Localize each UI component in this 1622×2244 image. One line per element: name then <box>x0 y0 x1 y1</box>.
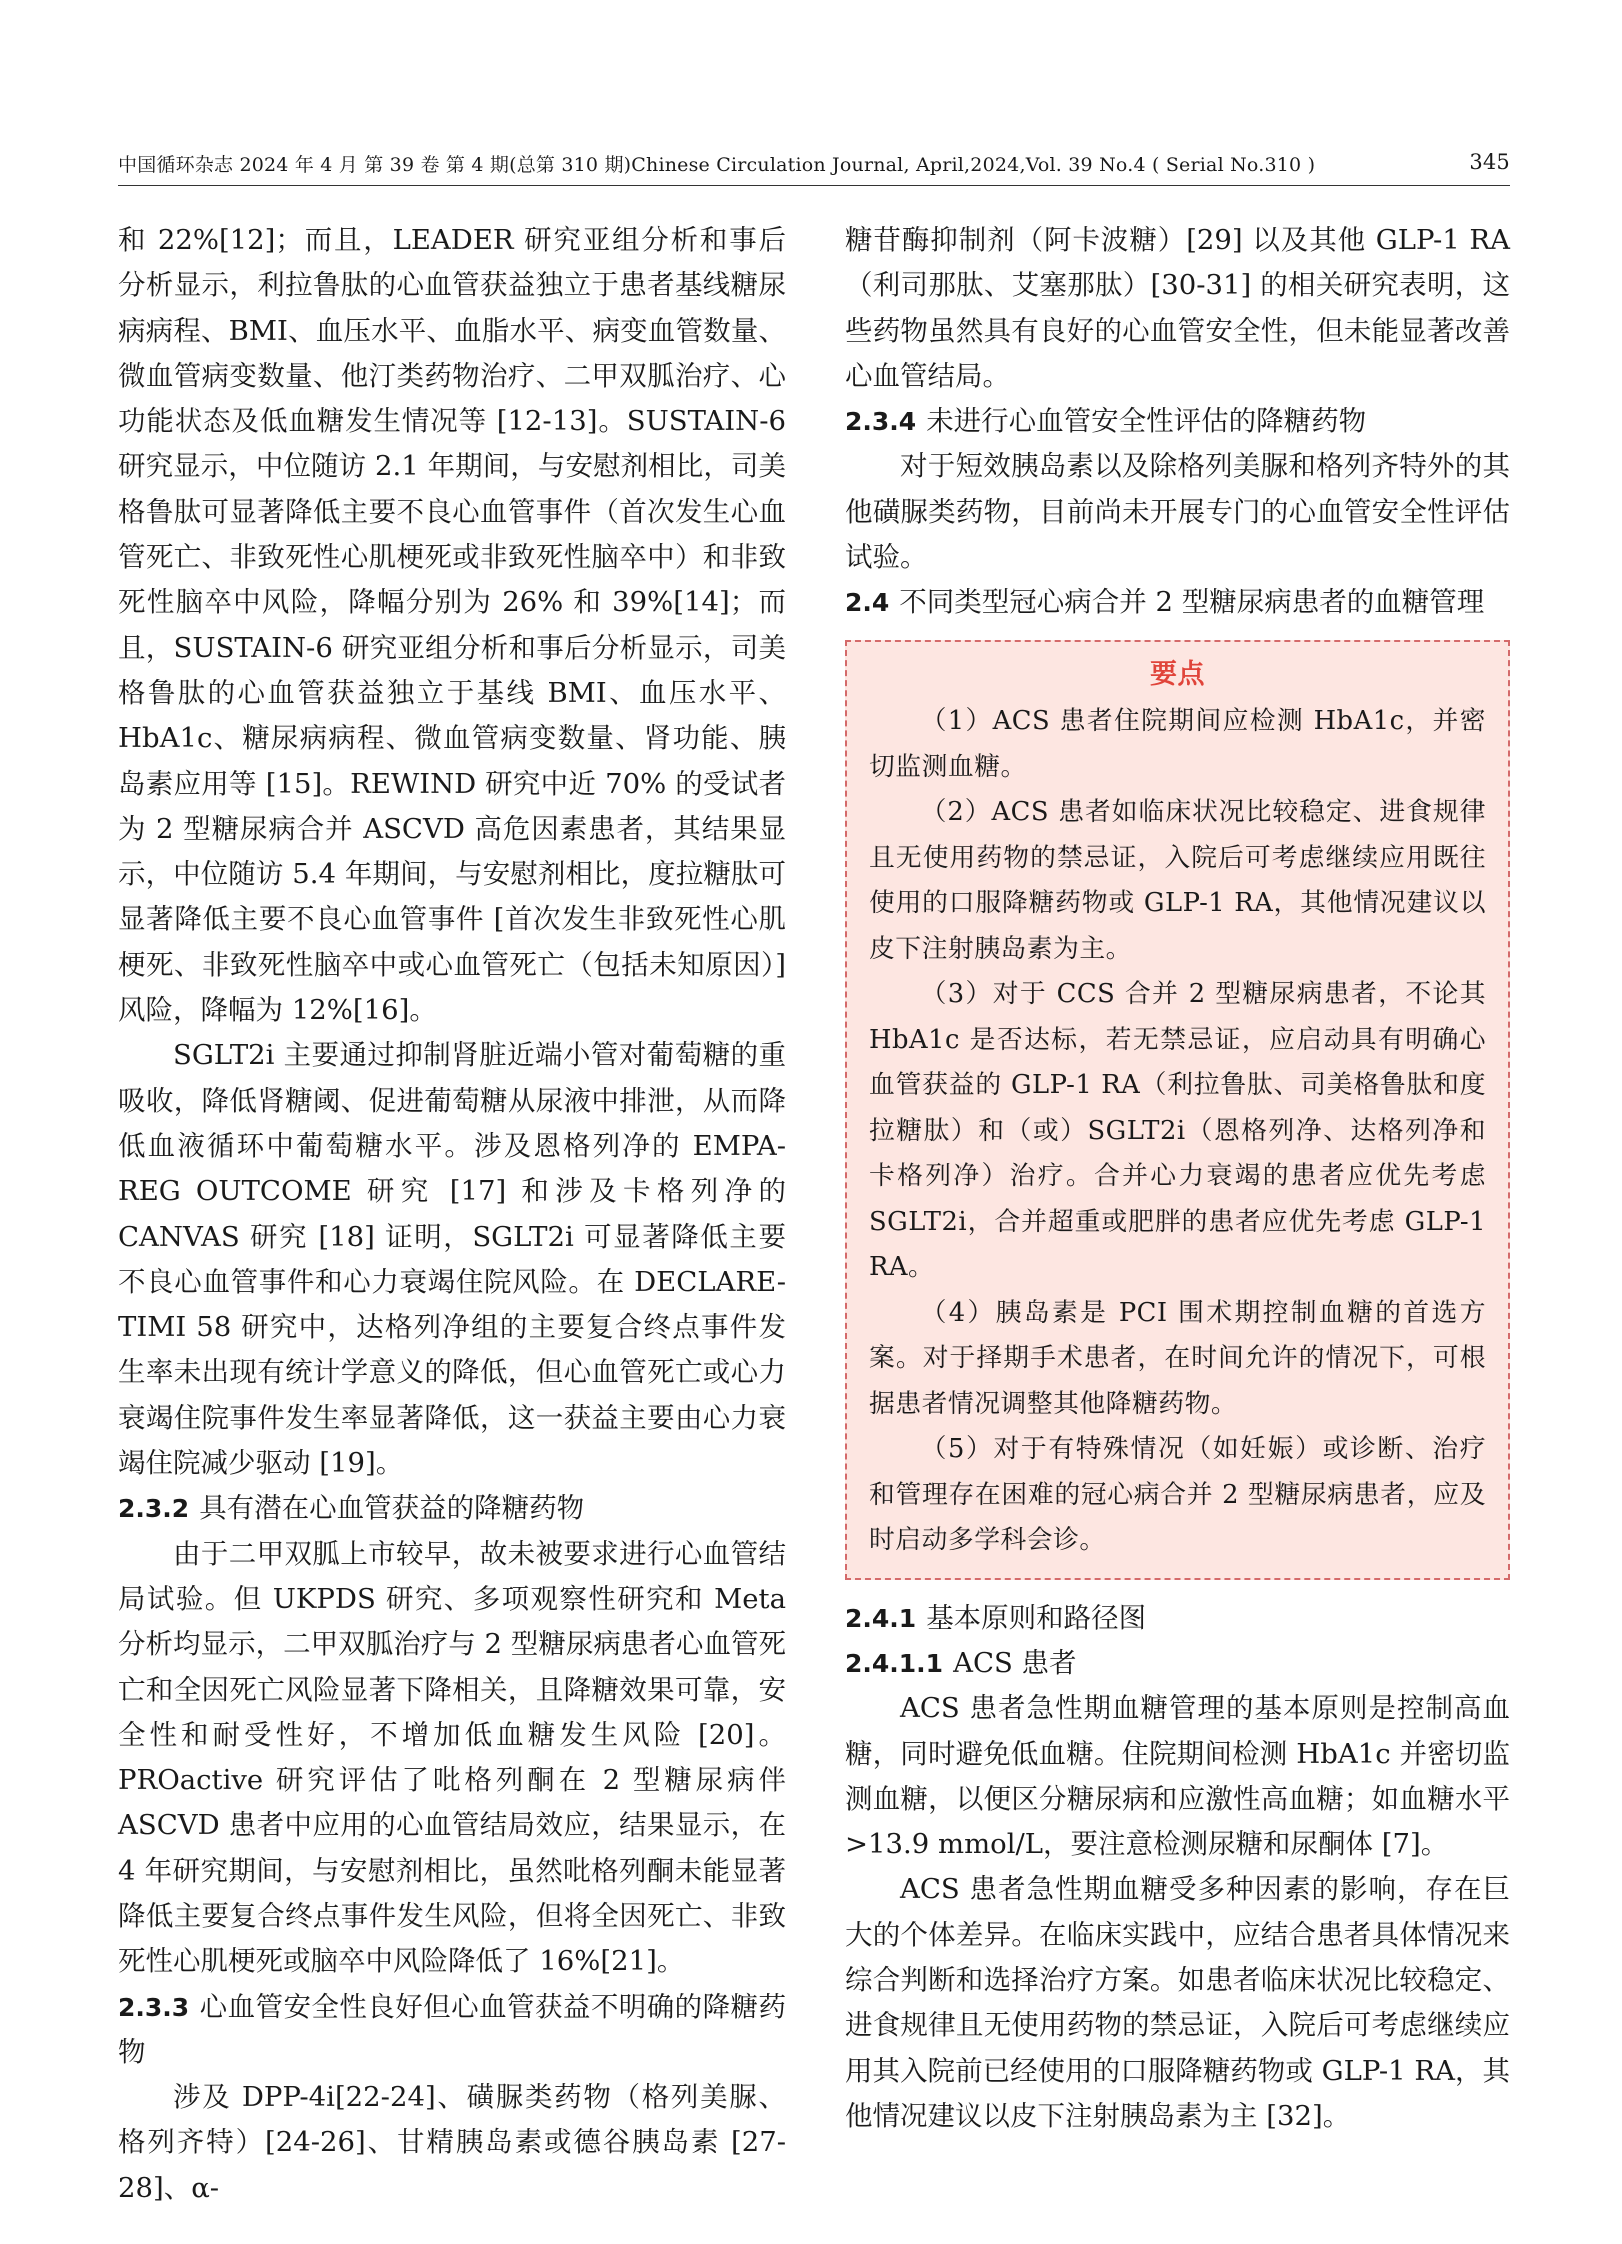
journal-citation: 中国循环杂志 2024 年 4 月 第 39 卷 第 4 期(总第 310 期)Chinese Circulation Journal, April,2024,Vol. 39 No.4 ( Serial No.310 ) <box>118 154 1316 176</box>
paragraph: ACS 患者急性期血糖受多种因素的影响，存在巨大的个体差异。在临床实践中，应结合患者具体情况来综合判断和选择治疗方案。如患者临床状况比较稳定、进食规律且无使用药物的禁忌证，入院后可考虑继续应用其入院前已经使用的口服降糖药物或 GLP-1 RA，其他情况建议以皮下注射胰岛素为主 [32]。 <box>845 1873 1510 2132</box>
section-number: 2.3.2 <box>118 1494 190 1524</box>
paragraph: 糖苷酶抑制剂（阿卡波糖）[29] 以及其他 GLP-1 RA（利司那肽、艾塞那肽）[30-31] 的相关研究表明，这些药物虽然具有良好的心血管安全性，但未能显著改善心血管结局。 <box>845 224 1510 392</box>
section-heading-2-4 <box>845 580 1510 625</box>
paragraph: 对于短效胰岛素以及除格列美脲和格列齐特外的其他磺脲类药物，目前尚未开展专门的心血管安全性评估试验。 <box>845 450 1510 574</box>
section-number: 2.4 <box>845 588 890 618</box>
section-heading-2-4-1-1 <box>845 1641 1510 1686</box>
paragraph: 涉及 DPP-4i[22-24]、磺脲类药物（格列美脲、格列齐特）[24-26]、甘精胰岛素或德谷胰岛素 [27-28]、α- <box>118 2081 786 2204</box>
key-points-box <box>845 640 1510 1580</box>
section-title: 基本原则和路径图 <box>926 1601 1147 1634</box>
paragraph: 由于二甲双胍上市较早，故未被要求进行心血管结局试验。但 UKPDS 研究、多项观察性研究和 Meta 分析均显示，二甲双胍治疗与 2 型糖尿病患者心血管死亡和全因死亡风险显著下降相关，且降糖效果可靠，安全性和耐受性好，不增加低血糖发生风险 [20]。PROactive 研究评估了吡格列酮在 2 型糖尿病伴 ASCVD 患者中应用的心血管结局效应，结果显示，在 4 年研究期间，与安慰剂相比，虽然吡格列酮未能显著降低主要复合终点事件发生风险，但将全因死亡、非致死性心肌梗死或脑卒中风险降低了 16%[21]。 <box>118 1537 786 1978</box>
right-column <box>845 218 1510 2139</box>
section-heading-2-3-2 <box>118 1486 786 1531</box>
key-point-item: （1）ACS 患者住院期间应检测 HbA1c，并密切监测血糖。 <box>869 706 1486 782</box>
section-title: ACS 患者 <box>953 1646 1077 1679</box>
section-heading-2-4-1 <box>845 1596 1510 1641</box>
key-point-item: （2）ACS 患者如临床状况比较稳定、进食规律且无使用药物的禁忌证，入院后可考虑继续应用既往使用的口服降糖药物或 GLP-1 RA，其他情况建议以皮下注射胰岛素为主。 <box>869 797 1486 964</box>
paragraph: ACS 患者急性期血糖管理的基本原则是控制高血糖，同时避免低血糖。住院期间检测 HbA1c 并密切监测血糖，以便区分糖尿病和应激性高血糖；如血糖水平 >13.9 mmol/L，要注意检测尿糖和尿酮体 [7]。 <box>845 1692 1510 1861</box>
key-points-title: 要点 <box>1150 658 1205 690</box>
section-number: 2.4.1.1 <box>845 1648 944 1678</box>
section-title: 未进行心血管安全性评估的降糖药物 <box>926 405 1367 438</box>
left-column <box>118 218 786 2211</box>
key-point-item: （3）对于 CCS 合并 2 型糖尿病患者，不论其 HbA1c 是否达标，若无禁忌证，应启动具有明确心血管获益的 GLP-1 RA（利拉鲁肽、司美格鲁肽和度拉糖肽）和（或）SGLT2i（恩格列净、达格列净和卡格列净）治疗。合并心力衰竭的患者应优先考虑 SGLT2i，合并超重或肥胖的患者应优先考虑 GLP-1 RA。 <box>869 979 1486 1283</box>
running-header <box>118 150 1510 186</box>
paragraph: SGLT2i 主要通过抑制肾脏近端小管对葡萄糖的重吸收，降低肾糖阈、促进葡萄糖从尿液中排泄，从而降低血液循环中葡萄糖水平。涉及恩格列净的 EMPA-REG OUTCOME 研究 [17] 和涉及卡格列净的 CANVAS 研究 [18] 证明，SGLT2i 可显著降低主要不良心血管事件和心力衰竭住院风险。在 DECLARE-TIMI 58 研究中，达格列净组的主要复合终点事件发生率未出现有统计学意义的降低，但心血管死亡或心力衰竭住院事件发生率显著降低，这一获益主要由心力衰竭住院减少驱动 [19]。 <box>118 1039 786 1480</box>
section-number: 2.3.4 <box>845 407 917 437</box>
section-heading-2-3-4 <box>845 399 1510 444</box>
page-number: 345 <box>1469 150 1510 174</box>
section-number: 2.4.1 <box>845 1603 917 1633</box>
section-number: 2.3.3 <box>118 1992 190 2022</box>
section-heading-2-3-3 <box>118 1985 786 2076</box>
section-title: 心血管安全性良好但心血管获益不明确的降糖药物 <box>118 1990 786 2068</box>
section-title: 不同类型冠心病合并 2 型糖尿病患者的血糖管理 <box>899 586 1485 619</box>
paragraph: 和 22%[12]；而且，LEADER 研究亚组分析和事后分析显示，利拉鲁肽的心血管获益独立于患者基线糖尿病病程、BMI、血压水平、血脂水平、病变血管数量、微血管病变数量、他汀类药物治疗、二甲双胍治疗、心功能状态及低血糖发生情况等 [12-13]。SUSTAIN-6 研究显示，中位随访 2.1 年期间，与安慰剂相比，司美格鲁肽可显著降低主要不良心血管事件（首次发生心血管死亡、非致死性心肌梗死或非致死性脑卒中）和非致死性脑卒中风险，降幅分别为 26% 和 39%[14]；而且，SUSTAIN-6 研究亚组分析和事后分析显示，司美格鲁肽的心血管获益独立于基线 BMI、血压水平、HbA1c、糖尿病病程、微血管病变数量、肾功能、胰岛素应用等 [15]。REWIND 研究中近 70% 的受试者为 2 型糖尿病合并 ASCVD 高危因素患者，其结果显示，中位随访 5.4 年期间，与安慰剂相比，度拉糖肽可显著降低主要不良心血管事件 [首次发生非致死性心肌梗死、非致死性脑卒中或心血管死亡（包括未知原因）] 风险，降幅为 12%[16]。 <box>118 224 786 1027</box>
key-point-item: （4）胰岛素是 PCI 围术期控制血糖的首选方案。对于择期手术患者，在时间允许的情况下，可根据患者情况调整其他降糖药物。 <box>869 1297 1486 1419</box>
section-title: 具有潜在心血管获益的降糖药物 <box>199 1492 585 1525</box>
key-point-item: （5）对于有特殊情况（如妊娠）或诊断、治疗和管理存在困难的冠心病合并 2 型糖尿病患者，应及时启动多学科会诊。 <box>869 1434 1486 1556</box>
